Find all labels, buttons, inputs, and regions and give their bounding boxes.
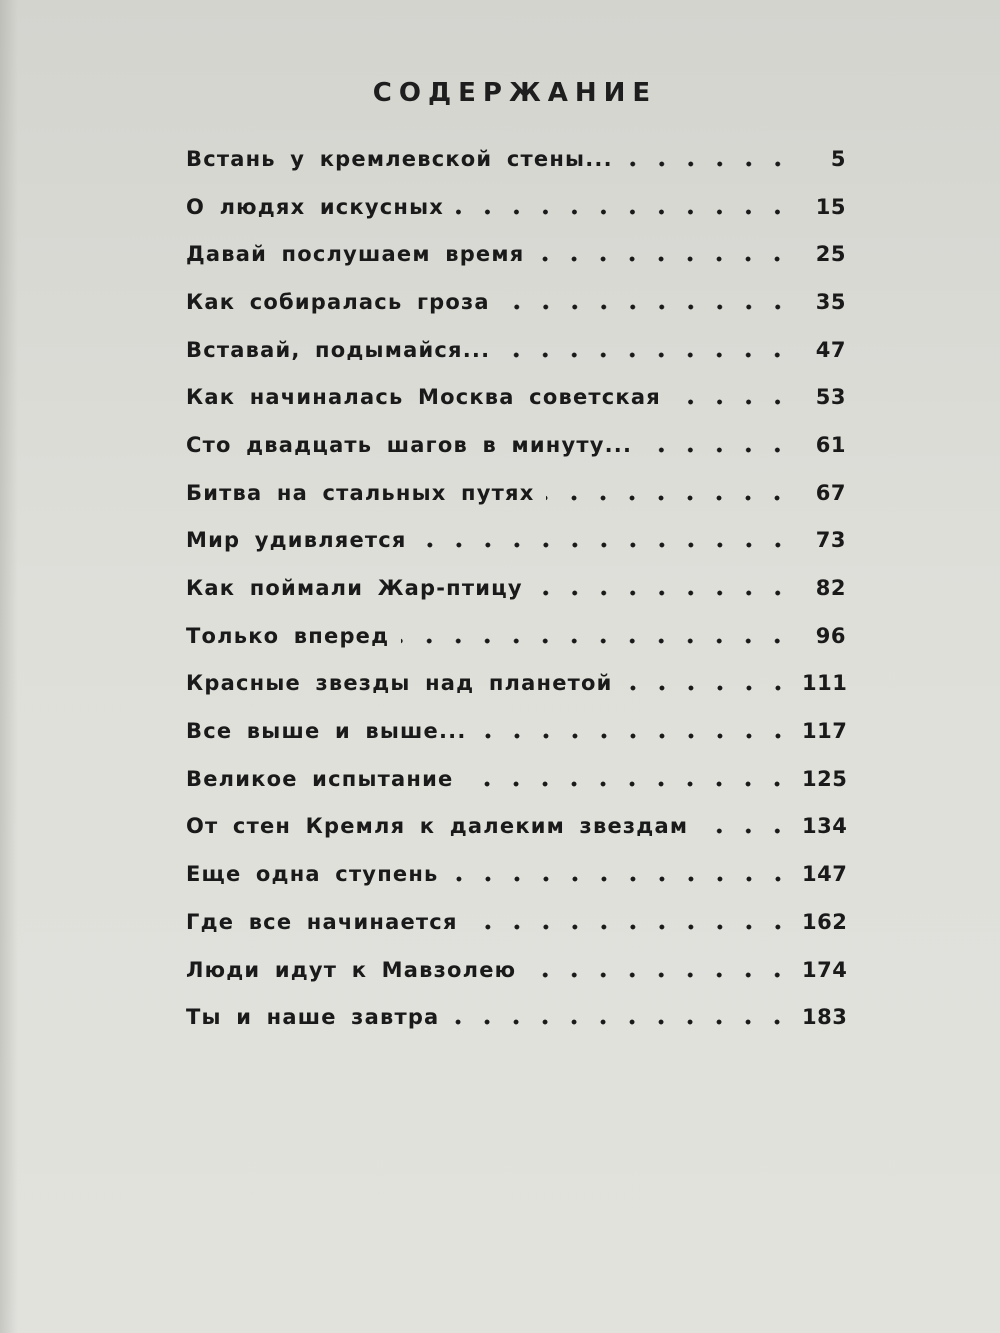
toc-entry-page-number: 61 [815,432,846,457]
dot-leader [625,683,792,693]
toc-entry [186,946,846,994]
dot-leader [502,350,792,360]
toc-entry-page-number: 15 [815,194,846,219]
toc-entry-title: О людях искусных [186,194,445,219]
toc-entry-title: Все выше и выше... [186,719,467,744]
toc-entry [186,469,846,517]
toc-entry [186,850,846,898]
toc-entry [186,278,846,326]
toc-entry-page-number: 125 [802,766,848,791]
toc-entry [186,517,846,565]
dot-leader [625,159,792,169]
toc-entry-title: Великое испытание [186,766,454,791]
toc-entry-page-number: 25 [815,242,846,267]
toc-entry-page-number: 117 [802,719,848,744]
toc-entry-page-number: 147 [802,862,848,887]
toc-entry-page-number: 174 [802,957,848,982]
dot-leader [546,493,792,503]
dot-leader [502,302,792,312]
toc-entry-title: Ты и наше завтра [186,1005,440,1030]
toc-entry-title: Встань у кремлевской стены... [186,146,613,171]
toc-entry-page-number: 183 [802,1005,848,1030]
toc-entry-page-number: 134 [802,814,848,839]
toc-entry-title: Как собиралась гроза [186,289,490,314]
dot-leader [451,874,792,884]
toc-entry [186,183,846,231]
dot-leader [700,826,792,836]
dot-leader [479,731,792,741]
toc-entry [186,135,846,183]
toc-entry-title: Мир удивляется [186,528,407,553]
toc-entry-title: Люди идут к Мавзолею [186,957,517,982]
toc-entry [186,326,846,374]
dot-leader [456,207,792,217]
dot-leader [451,1017,792,1027]
toc-entry [186,803,846,851]
toc-entry [186,612,846,660]
toc-entry [186,564,846,612]
toc-entry [186,707,846,755]
toc-entry-page-number: 162 [802,909,848,934]
table-of-contents [186,135,846,1041]
toc-entry-title: От стен Кремля к далеким звездам [186,814,689,839]
dot-leader [470,922,792,932]
toc-entry-title: Где все начинается [186,909,458,934]
toc-entry-page-number: 53 [815,385,846,410]
toc-entry-title: Битва на стальных путях [186,480,535,505]
toc-entry-title: Как начиналась Москва советская [186,385,661,410]
toc-entry-page-number: 47 [815,337,846,362]
dot-leader [536,254,792,264]
toc-entry-title: Давай послушаем время [186,242,525,267]
dot-leader [644,445,792,455]
toc-entry [186,755,846,803]
toc-entry [186,898,846,946]
dot-leader [528,970,792,980]
toc-entry-page-number: 82 [815,576,846,601]
dot-leader [401,636,792,646]
toc-entry [186,230,846,278]
toc-entry-page-number: 35 [815,289,846,314]
toc-entry-title: Красные звезды над планетой [186,671,613,696]
toc-entry-title: Как поймали Жар-птицу [186,576,523,601]
toc-entry-title: Сто двадцать шагов в минуту... [186,432,633,457]
toc-entry-page-number: 73 [815,528,846,553]
toc-entry [186,993,846,1041]
toc-entry [186,373,846,421]
dot-leader [535,588,792,598]
dot-leader [419,540,792,550]
toc-entry [186,660,846,708]
toc-entry-page-number: 5 [830,146,846,171]
page-title: СОДЕРЖАНИЕ [372,78,658,108]
dot-leader [465,779,792,789]
dot-leader [673,397,792,407]
toc-entry [186,421,846,469]
toc-entry-page-number: 111 [802,671,848,696]
toc-entry-page-number: 96 [815,623,846,648]
toc-entry-title: Вставай, подымайся... [186,337,491,362]
toc-entry-title: Еще одна ступень [186,862,439,887]
toc-entry-page-number: 67 [815,480,846,505]
toc-entry-title: Только вперед [186,623,390,648]
